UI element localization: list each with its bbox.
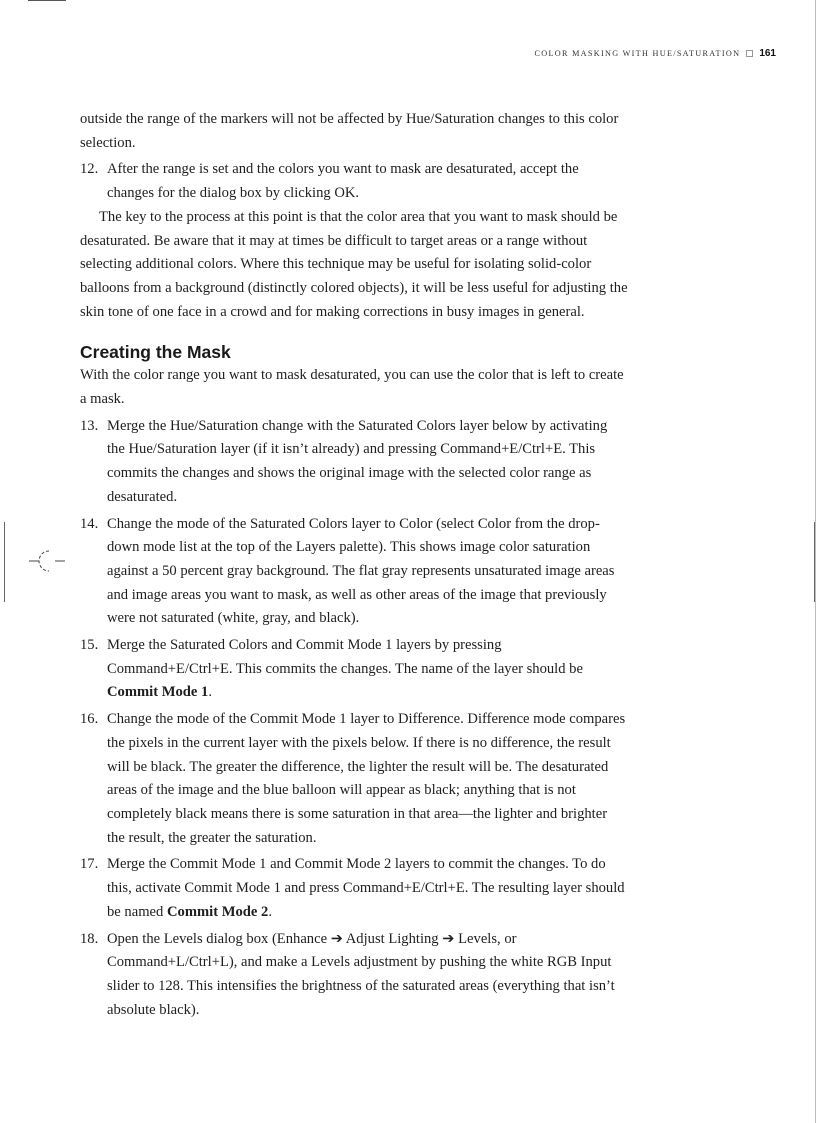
section-intro-paragraph: With the color range you want to mask desaturated, you can use the color that is left to create a mask. [80,367,624,408]
running-head [535,48,777,59]
list-item-step-16 [80,708,628,850]
step-text: Merge the Hue/Saturation change with the Saturated Colors layer below by activating the Hue/Saturation layer (if it isn’t already) and pressing Command+E/Ctrl+E. This commits the changes and shows the original image with the selected color range as desaturated. [107,417,608,505]
step-text-end: . [208,684,212,701]
list-item-step-12 [80,158,628,205]
step-text: Open the Levels dialog box (Enhance ➔ Adjust Lighting ➔ Levels, or Command+L/Ctrl+L), and make a Levels adjustment by pushing the white RGB Input slider to 128. This intensifies the brightness of the saturated areas (everything that isn’t absolute black). [107,930,615,1018]
layer-name-bold: Commit Mode 2 [166,903,269,920]
step-text: After the range is set and the colors you want to mask are desaturated, accept the changes for the dialog box by clicking OK. [107,161,579,202]
registration-mark-icon [27,548,67,574]
step-list-main [80,415,628,1023]
step-number: 18. [80,930,99,947]
list-item-step-18 [80,928,628,1023]
section-heading: Creating the Mask [80,342,231,363]
page-body [80,108,628,1022]
step-text-end: . [268,903,272,920]
list-item-step-17 [80,853,628,924]
trim-line-left [4,522,5,602]
list-item-step-13 [80,415,628,510]
step-number: 16. [80,711,99,728]
step-number: 14. [80,515,99,532]
layer-name-bold: Commit Mode 1 [107,684,209,701]
step-text: Merge the Saturated Colors and Commit Mode 1 layers by pressing Command+E/Ctrl+E. This commits the changes. The name of the layer should be [107,637,583,677]
list-item-step-14 [80,513,628,632]
continuation-paragraph: outside the range of the markers will not be affected by Hue/Saturation changes to this color selection. [80,111,619,151]
crop-mark-top [28,0,66,1]
step-text: Merge the Commit Mode 1 and Commit Mode 2 layers to commit the changes. To do this, activate Commit Mode 1 and press Command+E/Ctrl+E. The resulting layer should be named [107,856,625,920]
page-number: 161 [759,48,776,59]
step-list-first [80,158,628,205]
trim-line-right [814,522,815,602]
step-number: 12. [80,161,99,178]
step-number: 17. [80,856,99,873]
step-number: 13. [80,417,99,434]
body-paragraph: The key to the process at this point is that the color area that you want to mask should be desaturated. Be aware that it may at times be difficult to target areas or a range without selecting additional colors. Where this technique may be useful for isolating solid-color balloons from a background (distinctly colored objects), it will be less useful for adjusting the skin tone of one face in a crowd and for making corrections in busy images in general. [80,208,628,320]
list-item-step-15 [80,634,628,705]
separator-box-icon [746,50,753,57]
step-text: Change the mode of the Saturated Colors layer to Color (select Color from the drop-down mode list at the top of the Layers palette). This shows image color saturation against a 50 percent gray background. The flat gray represents unsaturated image areas and image areas you want to mask, as well as other areas of the image that previously were not saturated (white, gray, and black). [107,515,615,627]
running-title: COLOR MASKING WITH HUE/SATURATION [534,49,741,58]
step-text: Change the mode of the Commit Mode 1 layer to Difference. Difference mode compares the pixels in the current layer with the pixels below. If there is no difference, the result will be black. The greater the difference, the lighter the result will be. The desaturated areas of the image and the blue balloon will appear as black; anything that is not completely black means there is some saturation in that area—the lighter and brighter the result, the greater the saturation. [107,711,626,846]
step-number: 15. [80,637,99,654]
